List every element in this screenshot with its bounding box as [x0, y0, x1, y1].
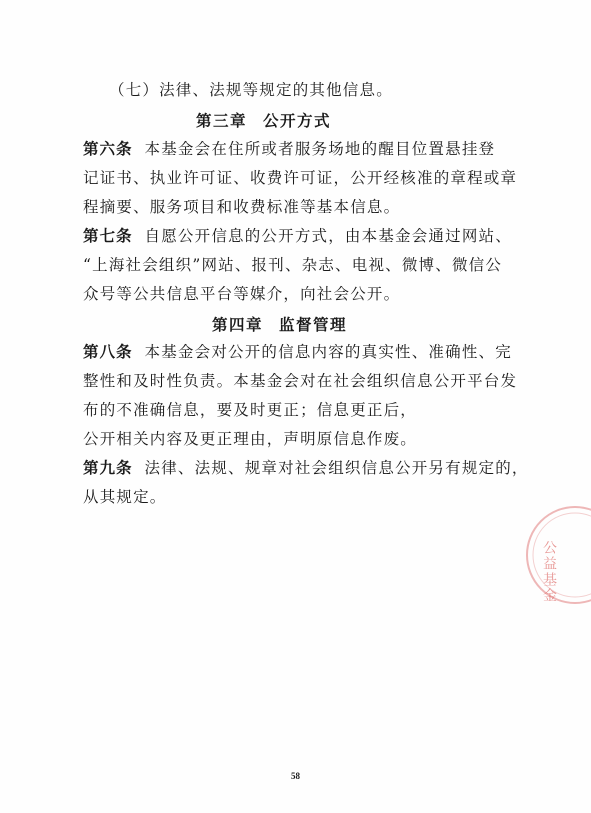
article-6-line-3 [83, 197, 400, 217]
article-8-line-3 [83, 400, 417, 420]
chapter-4-heading [212, 313, 347, 335]
item-seven-line [109, 80, 393, 100]
article-6-line-1 [83, 139, 495, 159]
item-seven-text: （七）法律、法规等规定的其他信息。 [109, 81, 393, 99]
article-8-line-2 [83, 371, 517, 391]
article-8-text-3: 布的不准确信息，要及时更正；信息更正后， [83, 401, 418, 419]
chapter-3-heading [196, 109, 331, 131]
article-9-text-2: 从其规定。 [83, 488, 167, 506]
article-8-text-1: 本基金会对公开的信息内容的真实性、准确性、完 [144, 343, 512, 361]
article-7-label: 第七条 [83, 227, 133, 245]
seal-text: 公益基金 [541, 540, 557, 604]
chapter-4-label: 第四章 [212, 316, 264, 334]
article-8-line-4 [83, 429, 417, 449]
article-9-label: 第九条 [83, 459, 133, 477]
article-7-text-3: 众号等公共信息平台等媒介，向社会公开。 [83, 285, 401, 303]
article-6-line-2 [83, 168, 517, 188]
article-7-line-2 [83, 255, 502, 275]
article-9-line-1 [83, 458, 529, 478]
article-8-text-4: 公开相关内容及更正理由，声明原信息作废。 [83, 430, 418, 448]
article-6-text-3: 程摘要、服务项目和收费标准等基本信息。 [83, 198, 401, 216]
seal-outer-ring [527, 507, 591, 603]
chapter-3-label: 第三章 [196, 112, 248, 130]
article-9-text-1: 法律、法规、规章对社会组织信息公开另有规定的， [144, 459, 529, 477]
article-8-text-2: 整性和及时性负责。本基金会对在社会组织信息公开平台发 [83, 372, 518, 390]
page-number: 58 [291, 771, 300, 781]
article-8-label: 第八条 [83, 343, 133, 361]
article-6-label: 第六条 [83, 140, 133, 158]
chapter-4-title: 监督管理 [279, 316, 348, 334]
article-7-line-1 [83, 226, 512, 246]
article-6-text-1: 本基金会在住所或者服务场地的醒目位置悬挂登 [144, 140, 496, 158]
chapter-3-title: 公开方式 [263, 112, 332, 130]
article-6-text-2: 记证书、执业许可证、收费许可证，公开经核准的章程或章 [83, 169, 518, 187]
article-9-line-2 [83, 487, 167, 507]
article-7-text-1: 自愿公开信息的公开方式，由本基金会通过网站、 [144, 227, 512, 245]
article-7-line-3 [83, 284, 400, 304]
article-7-text-2: “上海社会组织”网站、报刊、杂志、电视、微博、微信公 [83, 256, 503, 274]
article-8-line-1 [83, 342, 512, 362]
